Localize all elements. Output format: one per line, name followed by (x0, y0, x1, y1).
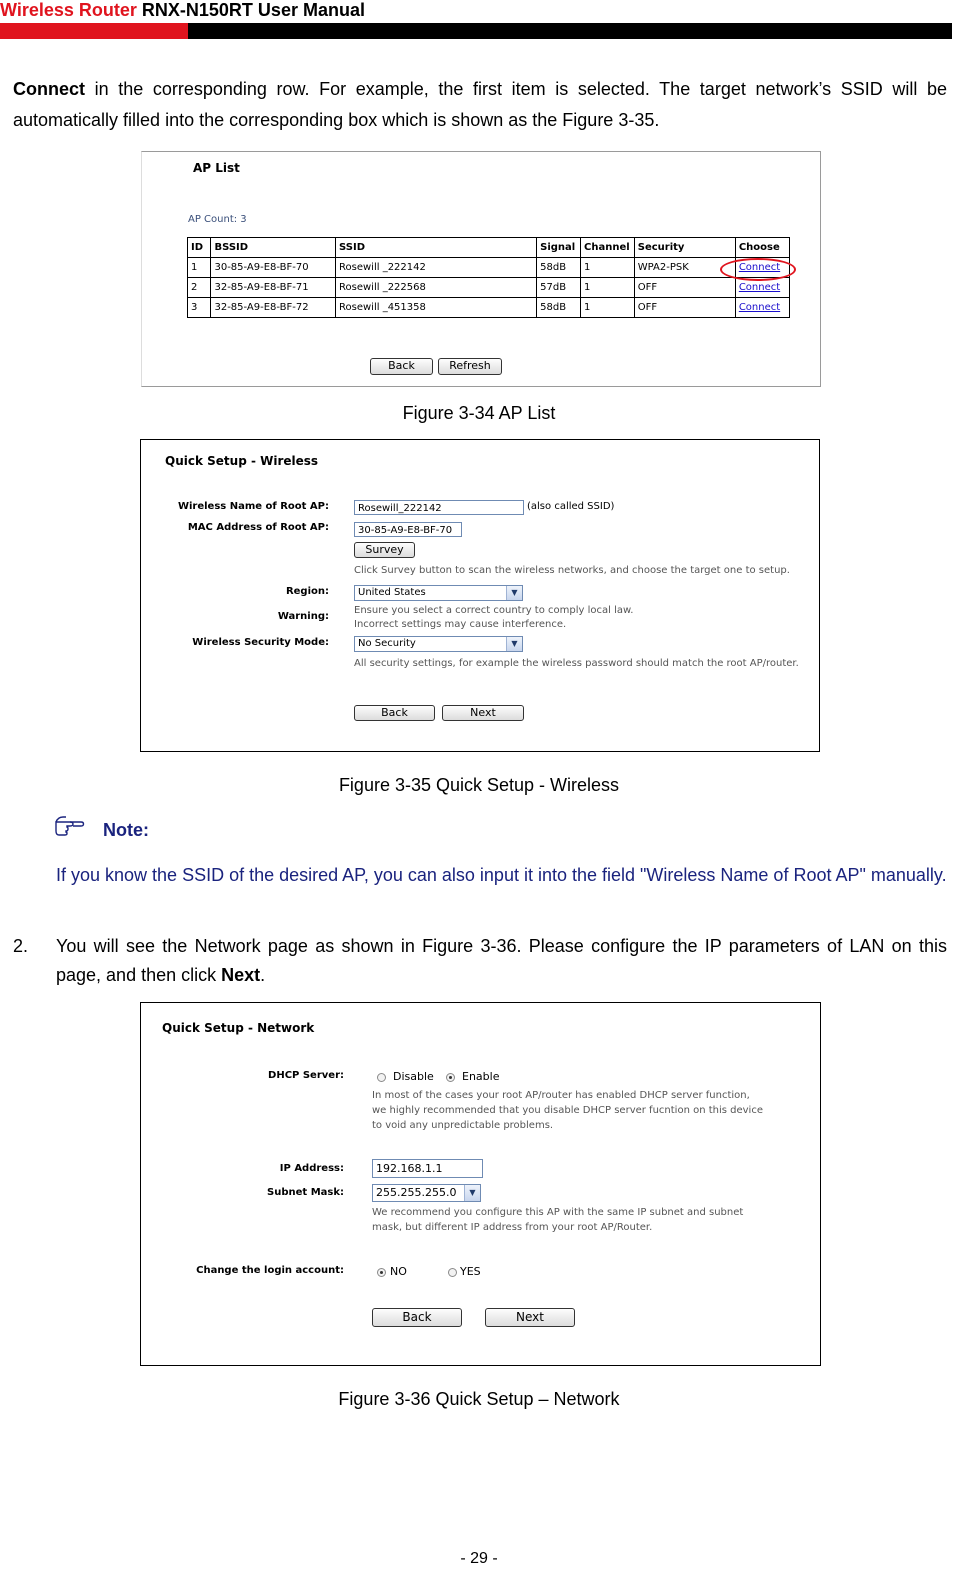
col-choose: Choose (735, 238, 789, 258)
cell-security: WPA2-PSK (634, 258, 735, 278)
cell-id: 2 (188, 278, 211, 298)
ip-label: IP Address: (279, 1163, 344, 1174)
ssid-hint: (also called SSID) (527, 501, 615, 512)
login-no-label: NO (390, 1265, 407, 1278)
highlight-circle (720, 258, 796, 281)
intro-paragraph (13, 74, 947, 136)
figure-ap-list (141, 151, 821, 387)
region-value: United States (358, 587, 426, 598)
cell-signal: 57dB (537, 278, 581, 298)
chevron-down-icon: ▼ (506, 586, 522, 600)
intro-text: in the corresponding row. For example, the first item is selected. The target network’s SSID will be automatically filled into the corresponding box which is shown as the Figure 3-35. (13, 79, 947, 130)
chevron-down-icon: ▼ (464, 1185, 480, 1201)
col-ssid: SSID (336, 238, 537, 258)
cell-bssid: 30-85-A9-E8-BF-70 (211, 258, 336, 278)
cell-bssid: 32-85-A9-E8-BF-71 (211, 278, 336, 298)
back-button[interactable]: Back (372, 1308, 462, 1327)
cell-signal: 58dB (537, 298, 581, 318)
note-text: If you know the SSID of the desired AP, you can also input it into the field "Wireless Name of Root AP" manually. (56, 865, 947, 885)
next-button[interactable]: Next (442, 705, 524, 721)
cell-ssid: Rosewill _222568 (336, 278, 537, 298)
header-brand: Wireless Router (0, 0, 137, 20)
col-bssid: BSSID (211, 238, 336, 258)
security-value: No Security (358, 638, 416, 649)
cell-signal: 58dB (537, 258, 581, 278)
ap-list-title: AP List (193, 161, 240, 175)
ap-table-header (188, 238, 790, 258)
dhcp-disable-radio[interactable] (377, 1073, 386, 1082)
caption-fig36: Figure 3-36 Quick Setup – Network (338, 1389, 620, 1409)
mask-hint-1: We recommend you configure this AP with the same IP subnet and subnet (372, 1207, 744, 1218)
cell-channel: 1 (581, 258, 635, 278)
table-row (188, 278, 790, 298)
back-button[interactable]: Back (354, 705, 435, 721)
warning-line1: Ensure you select a correct country to comply local law. (354, 605, 634, 616)
mask-label: Subnet Mask: (267, 1187, 344, 1198)
dhcp-hint-1: In most of the cases your root AP/router has enabled DHCP server function, (372, 1090, 750, 1101)
header-bar-red (0, 23, 188, 39)
region-label: Region: (285, 586, 329, 597)
header-bar-black (188, 23, 952, 39)
dhcp-hint-3: to void any unpredictable problems. (372, 1120, 554, 1131)
ssid-input[interactable]: Rosewill_222142 (354, 500, 524, 515)
mask-value: 255.255.255.0 (376, 1186, 457, 1199)
next-button[interactable]: Next (485, 1308, 575, 1327)
pointing-hand-icon (55, 814, 85, 838)
cell-security: OFF (634, 278, 735, 298)
cell-ssid: Rosewill _451358 (336, 298, 537, 318)
col-channel: Channel (581, 238, 635, 258)
col-security: Security (634, 238, 735, 258)
connect-link[interactable]: Connect (738, 262, 781, 273)
step2-text: You will see the Network page as shown in Figure 3-36. Please configure the IP parameters of LAN on this page, and then click (56, 936, 947, 985)
cell-channel: 1 (581, 278, 635, 298)
mask-select[interactable] (372, 1184, 481, 1202)
cell-bssid: 32-85-A9-E8-BF-72 (211, 298, 336, 318)
connect-link[interactable]: Connect (738, 302, 781, 313)
cell-id: 3 (188, 298, 211, 318)
ap-count: AP Count: 3 (188, 214, 247, 225)
login-yes-radio[interactable] (448, 1268, 457, 1277)
region-select[interactable] (354, 585, 523, 601)
ssid-label: Wireless Name of Root AP: (177, 501, 329, 512)
figure-quick-setup-wireless (140, 439, 820, 752)
connect-link[interactable]: Connect (738, 282, 781, 293)
login-label: Change the login account: (196, 1265, 344, 1276)
cell-ssid: Rosewill _222142 (336, 258, 537, 278)
dhcp-enable-radio[interactable] (446, 1073, 455, 1082)
security-select[interactable] (354, 636, 523, 652)
caption-fig35: Figure 3-35 Quick Setup - Wireless (338, 775, 620, 795)
cell-security: OFF (634, 298, 735, 318)
dhcp-disable-label: Disable (393, 1070, 434, 1083)
mac-input[interactable]: 30-85-A9-E8-BF-70 (354, 522, 462, 537)
survey-hint: Click Survey button to scan the wireless networks, and choose the target one to setup. (354, 565, 790, 576)
chevron-down-icon: ▼ (506, 637, 522, 651)
mask-hint-2: mask, but different IP address from your root AP/Router. (372, 1222, 653, 1233)
col-signal: Signal (537, 238, 581, 258)
wireless-title: Quick Setup - Wireless (165, 454, 319, 468)
step2-bold: Next (221, 965, 261, 985)
cell-channel: 1 (581, 298, 635, 318)
mac-label: MAC Address of Root AP: (187, 522, 329, 533)
header-title (0, 0, 365, 21)
ap-table (187, 237, 790, 318)
header-manual-title: RNX-N150RT User Manual (141, 0, 365, 20)
figure-quick-setup-network (140, 1002, 821, 1366)
warning-label: Warning: (277, 611, 329, 622)
ip-input[interactable]: 192.168.1.1 (372, 1159, 483, 1178)
login-no-radio[interactable] (377, 1268, 386, 1277)
network-title: Quick Setup - Network (162, 1021, 315, 1035)
table-row (188, 298, 790, 318)
cell-id: 1 (188, 258, 211, 278)
step2-paragraph (56, 932, 947, 990)
note-label: Note: (103, 820, 149, 840)
dhcp-enable-label: Enable (462, 1070, 500, 1083)
dhcp-label: DHCP Server: (268, 1070, 344, 1081)
survey-button[interactable]: Survey (354, 542, 415, 558)
security-label: Wireless Security Mode: (192, 637, 329, 648)
dhcp-hint-2: we highly recommended that you disable DHCP server fucntion on this device (372, 1105, 763, 1116)
table-row (188, 258, 790, 278)
refresh-button[interactable]: Refresh (438, 358, 502, 375)
warning-line2: Incorrect settings may cause interference. (354, 619, 567, 630)
back-button[interactable]: Back (370, 358, 433, 375)
step-number: 2. (13, 936, 29, 956)
cell-choose (735, 298, 789, 318)
col-id: ID (188, 238, 211, 258)
security-hint: All security settings, for example the wireless password should match the root AP/router. (354, 658, 799, 669)
intro-bold: Connect (13, 79, 85, 99)
login-yes-label: YES (460, 1265, 481, 1278)
step2-end: . (260, 965, 266, 985)
caption-fig34: Figure 3-34 AP List (402, 403, 556, 423)
page-number: - 29 - (460, 1550, 498, 1567)
